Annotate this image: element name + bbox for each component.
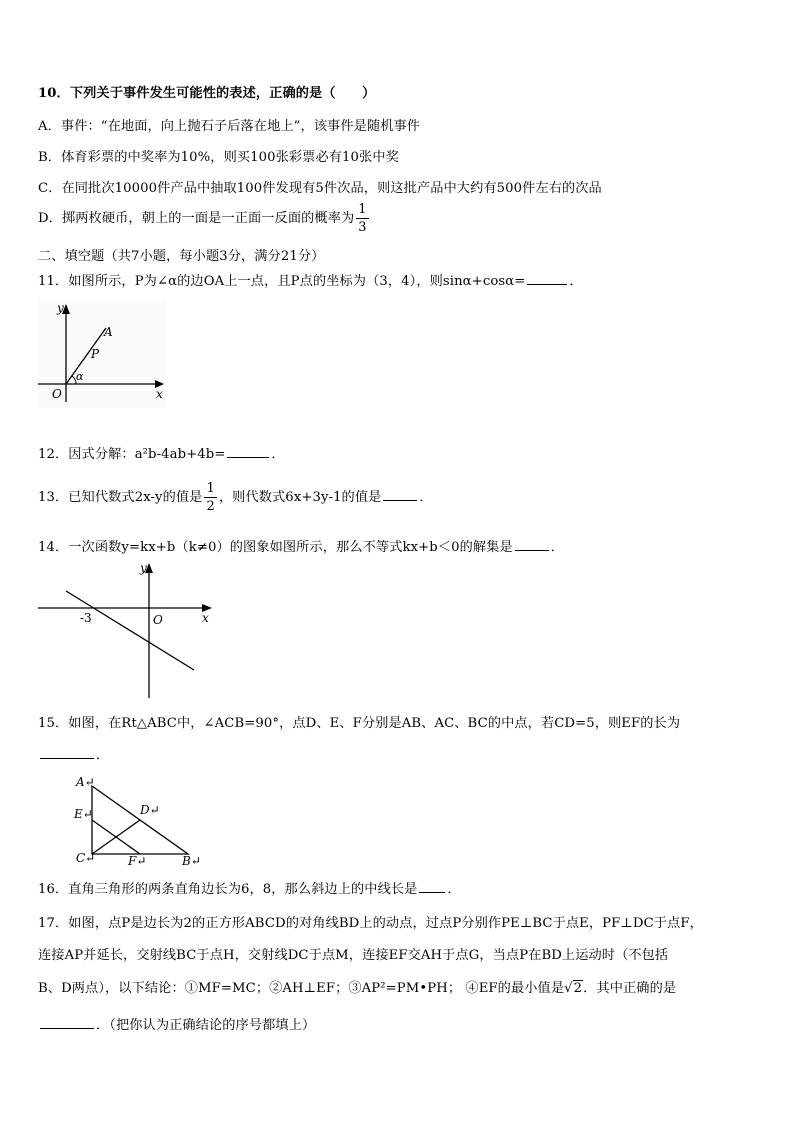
q17-line-4 [38, 1014, 315, 1033]
q15-label-b: B↵ [182, 854, 201, 868]
q15-end: ． [96, 748, 110, 763]
q14-function-line [66, 591, 194, 670]
q15-label-c: C↵ [76, 851, 96, 865]
q12-answer-blank[interactable] [227, 456, 269, 458]
q15-label-f: F↵ [128, 854, 147, 868]
q10-d-numerator: 1 [358, 202, 367, 217]
q10-stem: 10．下列关于事件发生可能性的表述，正确的是（ ） [38, 86, 376, 101]
q14-label-x: x [202, 611, 209, 625]
q10-option-b: B．体育彩票的中奖率为10%，则买100张彩票必有10张中奖 [38, 150, 399, 165]
q16-stem: 16．直角三角形的两条直角边长为6，8，那么斜边上的中线长是 [38, 882, 418, 897]
q15-figure [70, 772, 210, 868]
q17-line-3-post: ．其中正确的是 [583, 981, 677, 996]
q12-end: ． [271, 447, 285, 462]
q16-answer-blank[interactable] [419, 891, 445, 893]
q10-option-c: C．在同批次10000件产品中抽取100件发现有5件次品，则这批产品中大约有500件左右的次品 [38, 181, 602, 196]
q11-label-p: P [91, 347, 100, 361]
q17-sqrt-radicand: 2 [573, 981, 583, 996]
q11-label-alpha: α [76, 370, 84, 383]
section-2-heading: 二、填空题（共7小题，每小题3分，满分21分） [38, 249, 325, 264]
q16-end: ． [447, 882, 461, 897]
q11-end: ． [569, 274, 583, 289]
q11-label-o: O [52, 387, 62, 401]
q13-end: ． [419, 490, 433, 505]
q11-stem: 11．如图所示，P为∠α的边OA上一点，且P点的坐标为（3，4），则sinα+cosα= [38, 274, 526, 289]
q11-figure [34, 298, 170, 410]
q12-text [38, 443, 285, 462]
q13-numerator: 1 [206, 481, 215, 496]
q11-answer-blank[interactable] [527, 283, 567, 285]
q16-text [38, 878, 461, 897]
q11-label-a: A [104, 325, 113, 339]
q13-fraction [204, 482, 216, 513]
q12-stem: 12．因式分解：a²b-4ab+4b= [38, 447, 226, 462]
q15-label-e: E↵ [74, 807, 93, 821]
q14-label-y: y [140, 561, 147, 575]
q11-label-y: y [57, 301, 64, 315]
q13-text [38, 482, 433, 513]
q17-answer-blank[interactable] [40, 1027, 94, 1029]
q15-label-a: A↵ [76, 775, 95, 789]
q15-text: 15．如图，在Rt△ABC中，∠ACB=90°，点D、E、F分别是AB、AC、BC的中点，若CD=5，则EF的长为 [38, 716, 681, 731]
q10-option-d-fraction [356, 203, 368, 234]
q14-label-o: O [153, 613, 163, 627]
q17-sqrt: √2 [564, 981, 583, 996]
q17-line-1: 17．如图，点P是边长为2的正方形ABCD的对角线BD上的动点，过点P分别作PE⊥BC于点E，PF⊥DC于点F， [38, 916, 703, 931]
q14-figure [34, 558, 218, 700]
q15-answer-blank[interactable] [40, 757, 94, 759]
q14-stem: 14．一次函数y=kx+b（k≠0）的图象如图所示，那么不等式kx+b＜0的解集是 [38, 540, 513, 555]
q10-option-a: A．事件：“在地面，向上抛石子后落在地上”，该事件是随机事件 [38, 119, 421, 134]
q15-answer-line [38, 744, 109, 763]
q17-line-3 [38, 977, 676, 996]
q17-line-4-text: ．（把你认为正确结论的序号都填上） [96, 1018, 316, 1033]
q11-label-x: x [156, 387, 163, 401]
q13-post: ，则代数式6x+3y-1的值是 [218, 490, 382, 505]
q14-text [38, 536, 564, 555]
q10-d-denominator: 3 [358, 220, 367, 235]
q13-pre: 13．已知代数式2x-y的值是 [38, 490, 203, 505]
q14-label-minus3: -3 [80, 611, 92, 625]
q10-option-d [38, 203, 371, 234]
q17-line-3-pre: B、D两点），以下结论：①MF=MC；②AH⊥EF；③AP²=PM•PH； ④EF的最小值是 [38, 981, 565, 996]
q15-label-d: D↵ [140, 803, 160, 817]
q14-end: ． [550, 540, 565, 555]
q17-line-2: 连接AP并延长，交射线BC于点H，交射线DC于点M，连接EF交AH于点G，当点P在BD上运动时（不包括 [38, 948, 669, 963]
q10-option-d-text: D．掷两枚硬币，朝上的一面是一正面一反面的概率为 [38, 211, 355, 226]
q13-answer-blank[interactable] [383, 499, 417, 501]
q13-denominator: 2 [206, 499, 215, 514]
q11-text [38, 270, 583, 289]
q14-answer-blank[interactable] [515, 549, 549, 551]
